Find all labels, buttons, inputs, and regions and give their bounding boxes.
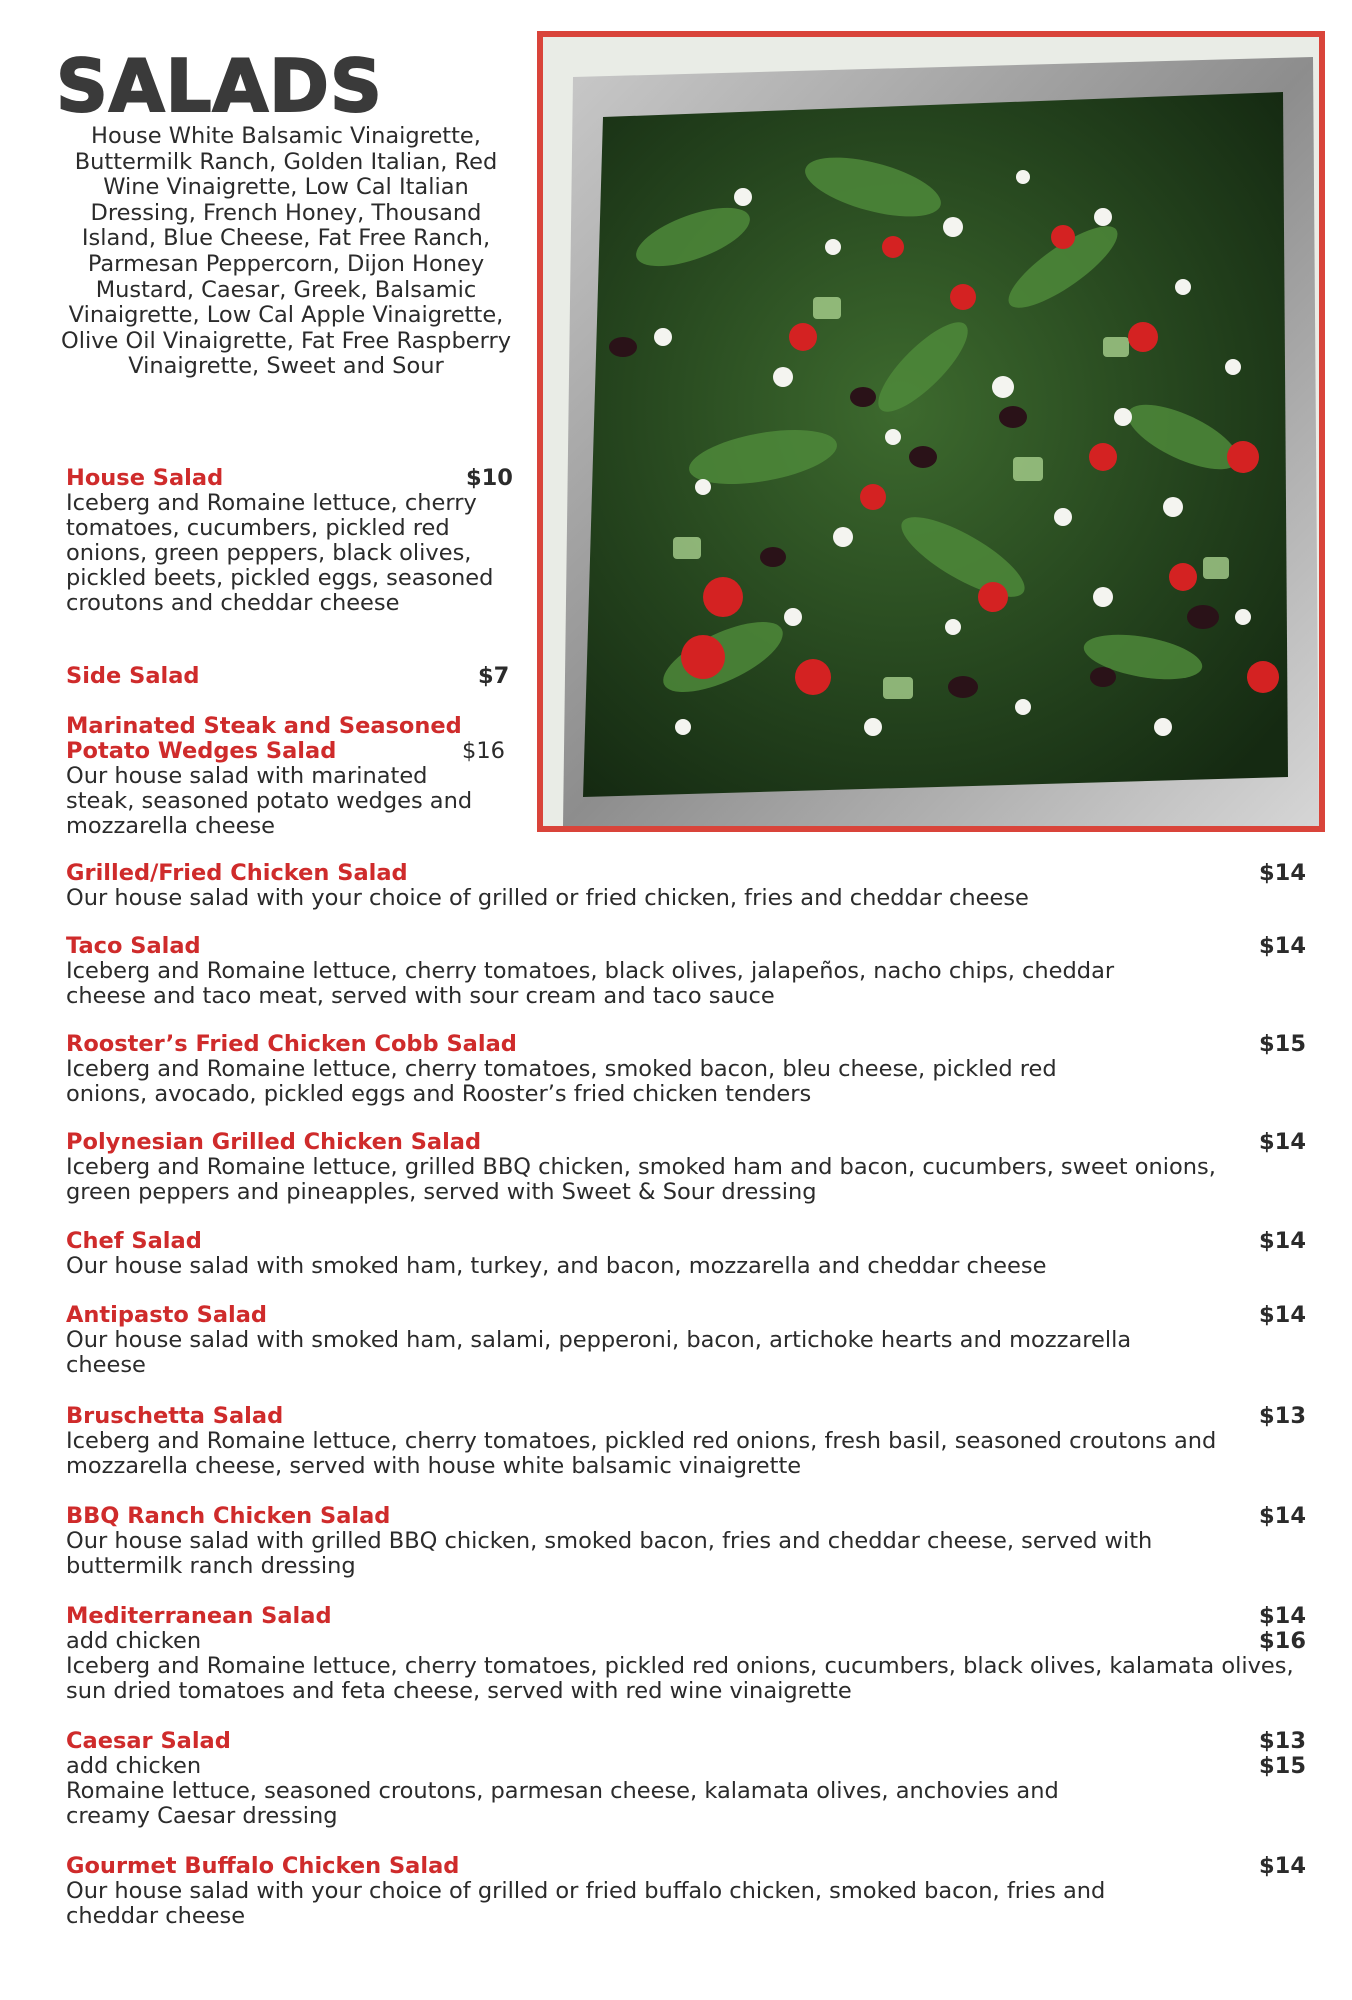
menu-item-caesar-salad [66, 1729, 1126, 1829]
item-price: $13 [1259, 1403, 1306, 1429]
item-name: Bruschetta Salad [66, 1403, 284, 1429]
item-name: Chef Salad [66, 1228, 202, 1254]
page-title: SALADS [56, 44, 383, 128]
menu-item-buffalo-chicken-salad [66, 1854, 1116, 1929]
item-description: Iceberg and Romaine lettuce, cherry tomatoes, cucumbers, pickled red onions, green peppers, black olives, pickled beets, pickled eggs, seasoned croutons and cheddar cheese [66, 490, 494, 616]
item-price: $14 [1259, 860, 1306, 886]
item-price: $10 [466, 465, 513, 491]
item-name: Polynesian Grilled Chicken Salad [66, 1129, 482, 1155]
add-chicken-label: add chicken [66, 1753, 202, 1779]
item-name: Side Salad [66, 663, 200, 689]
dressing-list: House White Balsamic Vinaigrette, Buttermilk Ranch, Golden Italian, Red Wine Vinaigrette, Low Cal Italian Dressing, French Honey, Thousand Island, Blue Cheese, Fat Free Ranch, Parmesan Peppercorn, Dijon Honey Mustard, Caesar, Greek, Balsamic Vinaigrette, Low Cal Apple Vinaigrette, Olive Oil Vinaigrette, Fat Free Raspberry Vinaigrette, Sweet and Sour [60, 123, 512, 380]
item-price: $7 [478, 663, 510, 689]
item-description: Our house salad with smoked ham, turkey, and bacon, mozzarella and cheddar cheese [66, 1253, 1047, 1279]
add-chicken-price: $16 [1259, 1628, 1306, 1654]
item-description: Our house salad with your choice of grilled or fried chicken, fries and cheddar cheese [66, 885, 1029, 911]
menu-item-chef-salad [66, 1229, 1246, 1279]
item-name: Gourmet Buffalo Chicken Salad [66, 1853, 460, 1879]
menu-item-antipasto-salad [66, 1303, 1196, 1378]
item-price: $14 [1259, 1302, 1306, 1328]
menu-item-bruschetta-salad [66, 1404, 1286, 1479]
item-description: Our house salad with smoked ham, salami, pepperoni, bacon, artichoke hearts and mozzarella cheese [66, 1327, 1132, 1378]
menu-item-mediterranean-salad [66, 1604, 1296, 1704]
menu-item-bbq-ranch-salad [66, 1504, 1216, 1579]
menu-item-grilled-fried-chicken-salad [66, 861, 1226, 911]
item-description: Our house salad with grilled BBQ chicken, smoked bacon, fries and cheddar cheese, served with buttermilk ranch dressing [66, 1528, 1153, 1579]
item-price: $15 [1259, 1031, 1306, 1057]
item-name: Mediterranean Salad [66, 1603, 332, 1629]
item-price: $14 [1259, 1603, 1306, 1629]
item-name: Antipasto Salad [66, 1302, 268, 1328]
item-name: Marinated Steak and Seasoned Potato Wedges Salad [66, 713, 462, 764]
item-price: $16 [462, 738, 505, 764]
item-price: $14 [1259, 1228, 1306, 1254]
item-name: Taco Salad [66, 933, 201, 959]
salad-photo-image [543, 37, 1319, 826]
item-name: Grilled/Fried Chicken Salad [66, 860, 408, 886]
item-price: $13 [1259, 1728, 1306, 1754]
menu-item-house-salad [66, 466, 526, 616]
menu-item-side-salad [66, 664, 466, 689]
item-price: $14 [1259, 1853, 1306, 1879]
menu-item-polynesian-salad [66, 1130, 1286, 1205]
item-description: Iceberg and Romaine lettuce, cherry tomatoes, smoked bacon, bleu cheese, pickled red onions, avocado, pickled eggs and Rooster’s fried chicken tenders [66, 1056, 1057, 1107]
salad-photo [537, 31, 1325, 832]
item-description: Iceberg and Romaine lettuce, cherry tomatoes, pickled red onions, cucumbers, black olives, kalamata olives, sun dried tomatoes and feta cheese, served with red wine vinaigrette [66, 1653, 1294, 1704]
item-name: Rooster’s Fried Chicken Cobb Salad [66, 1031, 517, 1057]
add-chicken-label: add chicken [66, 1628, 202, 1654]
item-description: Our house salad with your choice of grilled or fried buffalo chicken, smoked bacon, fries and cheddar cheese [66, 1878, 1106, 1929]
item-price: $14 [1259, 933, 1306, 959]
item-description: Our house salad with marinated steak, seasoned potato wedges and mozzarella cheese [66, 763, 473, 839]
item-description: Iceberg and Romaine lettuce, grilled BBQ chicken, smoked ham and bacon, cucumbers, sweet onions, green peppers and pineapples, served with Sweet & Sour dressing [66, 1154, 1216, 1205]
item-price: $14 [1259, 1503, 1306, 1529]
item-description: Romaine lettuce, seasoned croutons, parmesan cheese, kalamata olives, anchovies and creamy Caesar dressing [66, 1778, 1059, 1829]
menu-item-taco-salad [66, 934, 1186, 1009]
item-name: BBQ Ranch Chicken Salad [66, 1503, 391, 1529]
menu-item-steak-salad [66, 714, 496, 839]
item-name: Caesar Salad [66, 1728, 231, 1754]
item-description: Iceberg and Romaine lettuce, cherry tomatoes, pickled red onions, fresh basil, seasoned croutons and mozzarella cheese, served with house white balsamic vinaigrette [66, 1428, 1217, 1479]
add-chicken-price: $15 [1259, 1753, 1306, 1779]
menu-item-cobb-salad [66, 1032, 1126, 1107]
item-price: $14 [1259, 1129, 1306, 1155]
item-description: Iceberg and Romaine lettuce, cherry tomatoes, black olives, jalapeños, nacho chips, cheddar cheese and taco meat, served with sour cream and taco sauce [66, 958, 1115, 1009]
item-name: House Salad [66, 465, 224, 491]
